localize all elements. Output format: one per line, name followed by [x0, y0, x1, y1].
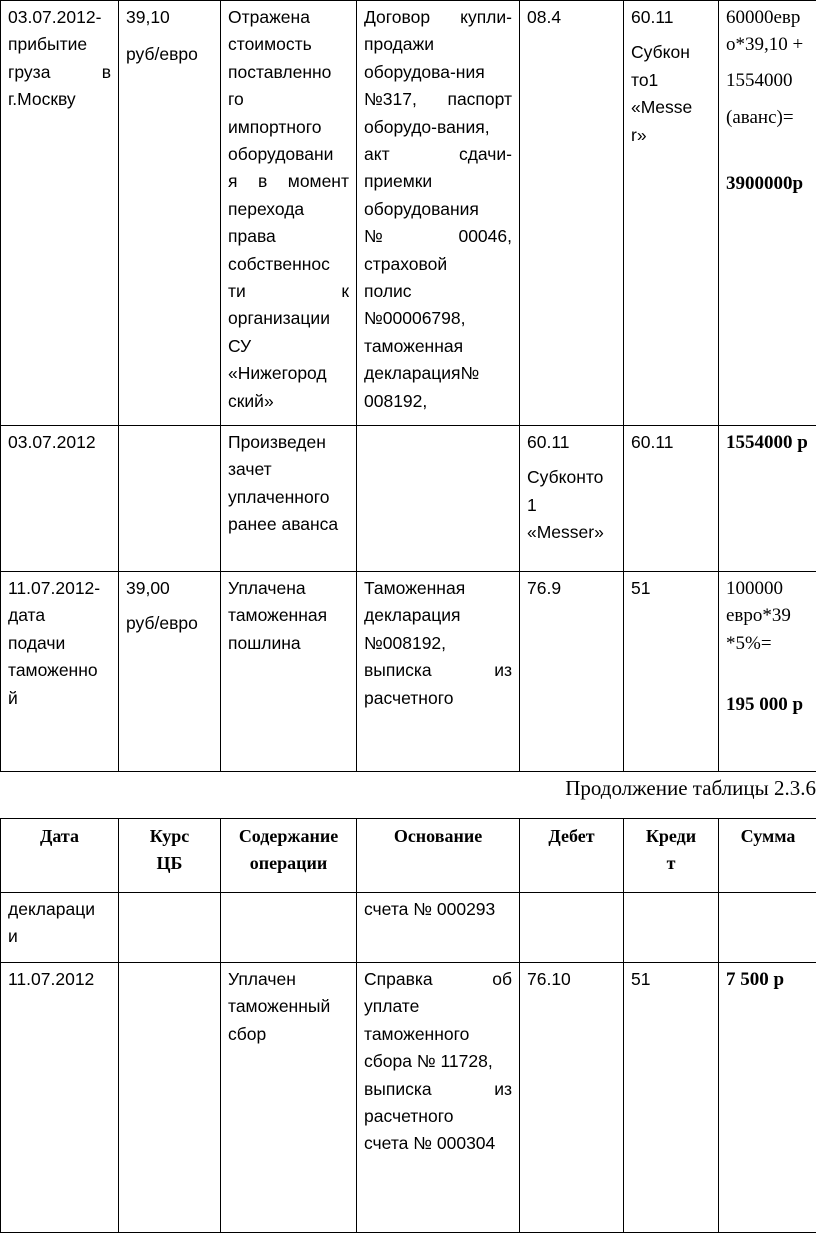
header-basis: Основание [357, 819, 520, 893]
sum-cell [719, 893, 816, 963]
sum-cell: 100000 евро*39 *5%= 195 000 р [719, 572, 816, 772]
sum-total: 7 500 р [726, 966, 810, 993]
sum-cell [719, 963, 816, 1233]
table-row [1, 963, 816, 1233]
rate-cell [119, 426, 221, 572]
table-row [1, 572, 816, 772]
content-cell: Уплачена таможенная пошлина [221, 572, 357, 772]
basis-cell [357, 426, 520, 572]
sum-cell: 60000евр о*39,10 + 1554000 (аванс)= 3900000р [719, 1, 816, 426]
date-cell: 11.07.2012- дата подачи таможенно й [1, 572, 119, 772]
sum-total: 1554000 р [726, 429, 810, 456]
rate-cell [119, 893, 221, 963]
sum-total: 3900000р [726, 170, 810, 197]
header-debit: Дебет [520, 819, 624, 893]
credit-cell: 60.11 Субкон то1 «Messe r» [624, 1, 719, 426]
date-cell: 11.07.2012 [1, 963, 119, 1233]
table-row [1, 426, 816, 572]
debit-cell: 08.4 [520, 1, 624, 426]
debit-cell: 60.11 Субконто 1 «Messer» [520, 426, 624, 572]
credit-cell: 60.11 [624, 426, 719, 572]
operations-table-continued [0, 818, 816, 1233]
header-row [1, 819, 816, 893]
date-cell: деклараци и [1, 893, 119, 963]
header-rate: Курс ЦБ [119, 819, 221, 893]
rate-cell: 39,00 руб/евро [119, 572, 221, 772]
sum-cell [719, 426, 816, 572]
date-cell: 03.07.2012 [1, 426, 119, 572]
basis-cell: Таможенная декларация №008192, выписка из расчетного [357, 572, 520, 772]
header-content: Содержание операции [221, 819, 357, 893]
date-cell: 03.07.2012- прибытие груза в г.Москву [1, 1, 119, 426]
rate-cell: 39,10 руб/евро [119, 1, 221, 426]
content-cell: Произведен зачет уплаченного ранее аванса [221, 426, 357, 572]
table-row [1, 1, 816, 426]
debit-cell [520, 893, 624, 963]
basis-cell: Договор купли- продажи оборудова-ния №317, паспорт оборудо-вания, акт сдачи- приемки оборудования № 00046, страховой полис №00006798, таможенная декларация№ 008192, [357, 1, 520, 426]
header-date: Дата [1, 819, 119, 893]
table-row [1, 893, 816, 963]
credit-cell: 51 [624, 572, 719, 772]
content-cell: Отражена стоимость поставленно го импортного оборудовани я в момент перехода права собственнос ти к организации СУ «Нижегород ский» [221, 1, 357, 426]
debit-cell: 76.9 [520, 572, 624, 772]
table-caption: Продолжение таблицы 2.3.6 [565, 776, 816, 801]
basis-cell: счета № 000293 [357, 893, 520, 963]
sum-total: 195 000 р [726, 691, 810, 718]
content-cell: Уплачен таможенный сбор [221, 963, 357, 1233]
credit-cell [624, 893, 719, 963]
content-cell [221, 893, 357, 963]
header-sum: Сумма [719, 819, 816, 893]
rate-cell [119, 963, 221, 1233]
basis-cell: Справка об уплате таможенного сбора № 11728, выписка из расчетного счета № 000304 [357, 963, 520, 1233]
header-credit: Креди т [624, 819, 719, 893]
debit-cell: 76.10 [520, 963, 624, 1233]
credit-cell: 51 [624, 963, 719, 1233]
